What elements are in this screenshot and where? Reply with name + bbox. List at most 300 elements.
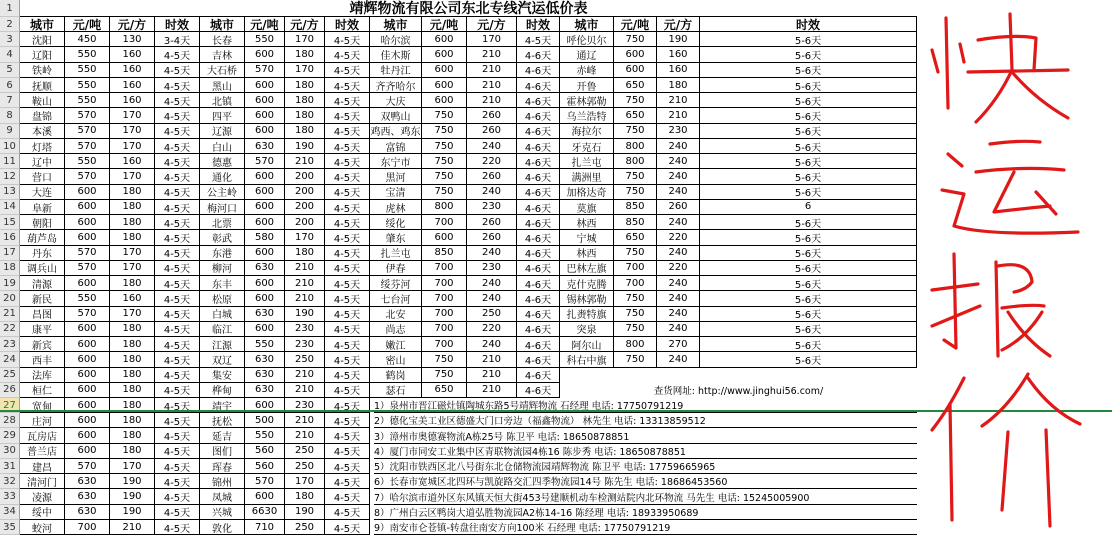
column-header[interactable]: 城市	[370, 17, 422, 32]
table-cell[interactable]: 哈尔滨	[370, 32, 422, 47]
table-cell[interactable]: 210	[285, 154, 325, 169]
table-cell[interactable]: 本溪	[20, 124, 65, 139]
table-cell[interactable]: 600	[422, 47, 467, 62]
table-cell[interactable]: 肇东	[370, 230, 422, 245]
table-cell[interactable]: 170	[110, 108, 155, 123]
table-cell[interactable]: 180	[110, 368, 155, 383]
table-cell[interactable]: 550	[65, 78, 110, 93]
table-cell[interactable]: 180	[285, 93, 325, 108]
table-cell[interactable]: 750	[614, 93, 657, 108]
table-cell[interactable]: 630	[245, 307, 285, 322]
table-cell[interactable]: 170	[110, 139, 155, 154]
row-header[interactable]: 4	[0, 47, 20, 62]
table-cell[interactable]: 600	[245, 169, 285, 184]
table-cell[interactable]: 4-5天	[155, 413, 200, 428]
table-cell[interactable]: 宁城	[560, 230, 614, 245]
table-cell[interactable]: 赤峰	[560, 63, 614, 78]
table-cell[interactable]: 600	[422, 93, 467, 108]
row-header[interactable]: 12	[0, 169, 20, 184]
table-cell[interactable]: 蛟河	[20, 520, 65, 535]
row-header[interactable]: 22	[0, 322, 20, 337]
table-cell[interactable]: 4-5天	[325, 428, 370, 443]
table-cell[interactable]: 普兰店	[20, 444, 65, 459]
table-cell[interactable]: 集安	[200, 368, 245, 383]
table-cell[interactable]: 600	[65, 352, 110, 367]
table-cell[interactable]: 绥中	[20, 505, 65, 520]
table-cell[interactable]: 丹东	[20, 246, 65, 261]
table-cell[interactable]: 5-6天	[700, 47, 917, 62]
table-cell[interactable]: 4-6天	[517, 78, 560, 93]
table-cell[interactable]: 210	[285, 291, 325, 306]
table-cell[interactable]: 230	[285, 398, 325, 413]
table-cell[interactable]: 180	[110, 398, 155, 413]
table-cell[interactable]: 630	[245, 261, 285, 276]
table-cell[interactable]: 4-6天	[517, 215, 560, 230]
table-cell[interactable]: 辽源	[200, 124, 245, 139]
table-cell[interactable]: 600	[65, 322, 110, 337]
table-cell[interactable]: 4-5天	[155, 383, 200, 398]
table-cell[interactable]: 4-5天	[325, 200, 370, 215]
table-cell[interactable]: 林西	[560, 215, 614, 230]
table-cell[interactable]: 600	[614, 63, 657, 78]
row-header[interactable]: 21	[0, 307, 20, 322]
table-cell[interactable]: 开鲁	[560, 78, 614, 93]
table-cell[interactable]: 190	[285, 505, 325, 520]
column-header[interactable]: 元/吨	[614, 17, 657, 32]
table-cell[interactable]: 康平	[20, 322, 65, 337]
table-cell[interactable]: 吉林	[200, 47, 245, 62]
table-cell[interactable]: 240	[467, 337, 517, 352]
table-cell[interactable]: 4-6天	[517, 185, 560, 200]
table-cell[interactable]: 170	[110, 459, 155, 474]
row-header[interactable]: 25	[0, 368, 20, 383]
table-cell[interactable]: 170	[285, 63, 325, 78]
table-cell[interactable]: 5-6天	[700, 230, 917, 245]
table-cell[interactable]: 260	[467, 230, 517, 245]
table-cell[interactable]: 180	[110, 230, 155, 245]
table-cell[interactable]: 4-6天	[517, 368, 560, 383]
table-cell[interactable]: 营口	[20, 169, 65, 184]
table-cell[interactable]: 4-5天	[155, 398, 200, 413]
row-header[interactable]: 23	[0, 337, 20, 352]
table-cell[interactable]: 嫩江	[370, 337, 422, 352]
table-cell[interactable]: 180	[285, 246, 325, 261]
table-cell[interactable]: 250	[285, 520, 325, 535]
row-header[interactable]: 30	[0, 444, 20, 459]
table-cell[interactable]: 560	[245, 444, 285, 459]
table-cell[interactable]: 4-6天	[517, 352, 560, 367]
table-cell[interactable]: 4-5天	[155, 428, 200, 443]
table-cell[interactable]: 260	[467, 169, 517, 184]
table-cell[interactable]: 180	[285, 78, 325, 93]
table-cell[interactable]: 750	[614, 352, 657, 367]
table-cell[interactable]: 盘锦	[20, 108, 65, 123]
table-cell[interactable]: 公主岭	[200, 185, 245, 200]
table-cell[interactable]: 240	[657, 352, 700, 367]
row-header[interactable]: 13	[0, 185, 20, 200]
table-cell[interactable]: 240	[467, 246, 517, 261]
row-header[interactable]: 31	[0, 459, 20, 474]
table-cell[interactable]: 4-6天	[517, 337, 560, 352]
table-cell[interactable]: 4-6天	[517, 230, 560, 245]
table-cell[interactable]: 550	[65, 291, 110, 306]
column-header[interactable]: 城市	[560, 17, 614, 32]
table-cell[interactable]: 250	[285, 352, 325, 367]
table-cell[interactable]: 160	[110, 63, 155, 78]
table-cell[interactable]: 4-5天	[155, 337, 200, 352]
table-cell[interactable]: 4-5天	[325, 413, 370, 428]
table-cell[interactable]: 600	[65, 215, 110, 230]
table-cell[interactable]: 160	[110, 78, 155, 93]
table-cell[interactable]: 大石桥	[200, 63, 245, 78]
table-cell[interactable]: 260	[467, 108, 517, 123]
table-cell[interactable]: 宝清	[370, 185, 422, 200]
table-cell[interactable]: 黑河	[370, 169, 422, 184]
table-cell[interactable]: 180	[110, 413, 155, 428]
table-cell[interactable]: 600	[422, 32, 467, 47]
table-cell[interactable]: 齐齐哈尔	[370, 78, 422, 93]
table-cell[interactable]: 570	[65, 246, 110, 261]
row-header[interactable]: 10	[0, 139, 20, 154]
table-cell[interactable]: 虎林	[370, 200, 422, 215]
table-cell[interactable]: 580	[245, 230, 285, 245]
table-cell[interactable]: 190	[110, 474, 155, 489]
table-cell[interactable]: 550	[65, 93, 110, 108]
table-cell[interactable]: 5-6天	[700, 291, 917, 306]
table-cell[interactable]: 170	[110, 124, 155, 139]
table-cell[interactable]: 190	[110, 505, 155, 520]
table-cell[interactable]: 4-5天	[155, 352, 200, 367]
table-cell[interactable]: 180	[285, 124, 325, 139]
table-cell[interactable]: 750	[614, 124, 657, 139]
table-cell[interactable]: 750	[614, 32, 657, 47]
table-cell[interactable]: 210	[285, 413, 325, 428]
table-cell[interactable]: 600	[245, 78, 285, 93]
table-cell[interactable]: 570	[245, 474, 285, 489]
table-cell[interactable]: 750	[614, 169, 657, 184]
table-cell[interactable]: 200	[285, 200, 325, 215]
table-cell[interactable]: 东港	[200, 246, 245, 261]
table-cell[interactable]: 210	[467, 383, 517, 398]
table-cell[interactable]: 180	[110, 200, 155, 215]
table-cell[interactable]: 梅河口	[200, 200, 245, 215]
table-cell[interactable]: 法库	[20, 368, 65, 383]
table-cell[interactable]: 700	[65, 520, 110, 535]
table-cell[interactable]: 4-6天	[517, 261, 560, 276]
table-cell[interactable]: 4-5天	[155, 505, 200, 520]
table-cell[interactable]: 桓仁	[20, 383, 65, 398]
table-cell[interactable]: 180	[285, 47, 325, 62]
table-cell[interactable]: 160	[110, 93, 155, 108]
table-cell[interactable]: 160	[110, 154, 155, 169]
table-cell[interactable]: 4-5天	[325, 291, 370, 306]
table-cell[interactable]: 尚志	[370, 322, 422, 337]
table-cell[interactable]: 220	[657, 230, 700, 245]
table-cell[interactable]: 4-5天	[325, 352, 370, 367]
table-cell[interactable]: 东丰	[200, 276, 245, 291]
table-cell[interactable]: 5-6天	[700, 154, 917, 169]
table-cell[interactable]: 240	[657, 276, 700, 291]
row-header[interactable]: 27	[0, 398, 20, 413]
table-cell[interactable]: 4-5天	[155, 307, 200, 322]
column-header[interactable]: 元/方	[285, 17, 325, 32]
table-cell[interactable]: 4-5天	[325, 398, 370, 413]
table-cell[interactable]: 600	[65, 230, 110, 245]
table-cell[interactable]: 180	[110, 337, 155, 352]
table-cell[interactable]: 700	[422, 261, 467, 276]
table-cell[interactable]: 4-6天	[517, 47, 560, 62]
table-cell[interactable]: 210	[657, 108, 700, 123]
row-header[interactable]: 16	[0, 230, 20, 245]
table-cell[interactable]: 130	[110, 32, 155, 47]
table-cell[interactable]: 4-6天	[517, 63, 560, 78]
table-cell[interactable]: 170	[285, 32, 325, 47]
row-header[interactable]: 26	[0, 383, 20, 398]
table-cell[interactable]: 230	[657, 124, 700, 139]
table-cell[interactable]: 630	[245, 383, 285, 398]
table-cell[interactable]: 250	[285, 444, 325, 459]
table-cell[interactable]: 750	[614, 322, 657, 337]
table-cell[interactable]: 220	[467, 322, 517, 337]
row-header[interactable]: 33	[0, 489, 20, 504]
table-cell[interactable]: 4-5天	[325, 154, 370, 169]
table-cell[interactable]: 260	[467, 124, 517, 139]
table-cell[interactable]: 600	[245, 276, 285, 291]
table-cell[interactable]: 570	[65, 459, 110, 474]
table-cell[interactable]: 白山	[200, 139, 245, 154]
table-cell[interactable]: 570	[65, 307, 110, 322]
table-cell[interactable]: 阜新	[20, 200, 65, 215]
table-cell[interactable]: 4-5天	[325, 185, 370, 200]
table-cell[interactable]: 4-5天	[325, 215, 370, 230]
table-cell[interactable]: 辽阳	[20, 47, 65, 62]
table-cell[interactable]: 牡丹江	[370, 63, 422, 78]
table-cell[interactable]: 霍林郭勒	[560, 93, 614, 108]
table-cell[interactable]: 210	[657, 93, 700, 108]
table-cell[interactable]: 190	[285, 307, 325, 322]
table-cell[interactable]: 5-6天	[700, 261, 917, 276]
table-cell[interactable]: 600	[65, 368, 110, 383]
table-cell[interactable]: 240	[657, 154, 700, 169]
table-cell[interactable]: 6630	[245, 505, 285, 520]
table-cell[interactable]: 4-5天	[155, 200, 200, 215]
table-cell[interactable]: 570	[65, 169, 110, 184]
column-header[interactable]: 时效	[517, 17, 560, 32]
table-cell[interactable]: 180	[110, 276, 155, 291]
table-cell[interactable]: 江源	[200, 337, 245, 352]
table-cell[interactable]: 4-6天	[517, 291, 560, 306]
table-cell[interactable]: 鹤岗	[370, 368, 422, 383]
table-cell[interactable]: 七台河	[370, 291, 422, 306]
table-cell[interactable]: 突泉	[560, 322, 614, 337]
table-cell[interactable]: 600	[614, 47, 657, 62]
table-cell[interactable]: 4-5天	[155, 291, 200, 306]
table-cell[interactable]: 4-6天	[517, 108, 560, 123]
table-cell[interactable]: 800	[422, 200, 467, 215]
table-cell[interactable]: 建昌	[20, 459, 65, 474]
table-cell[interactable]: 600	[245, 215, 285, 230]
table-cell[interactable]: 4-5天	[325, 32, 370, 47]
table-cell[interactable]: 清源	[20, 276, 65, 291]
table-cell[interactable]: 600	[65, 337, 110, 352]
table-cell[interactable]: 桦甸	[200, 383, 245, 398]
row-header[interactable]: 24	[0, 352, 20, 367]
table-cell[interactable]: 富锦	[370, 139, 422, 154]
table-cell[interactable]: 800	[614, 337, 657, 352]
table-cell[interactable]: 560	[245, 459, 285, 474]
table-cell[interactable]: 5-6天	[700, 124, 917, 139]
table-cell[interactable]: 250	[285, 459, 325, 474]
table-cell[interactable]: 呼伦贝尔	[560, 32, 614, 47]
table-cell[interactable]: 700	[422, 322, 467, 337]
table-cell[interactable]: 210	[285, 261, 325, 276]
table-cell[interactable]: 调兵山	[20, 261, 65, 276]
table-cell[interactable]: 180	[110, 215, 155, 230]
table-cell[interactable]: 630	[65, 505, 110, 520]
table-cell[interactable]: 4-6天	[517, 307, 560, 322]
row-header[interactable]: 18	[0, 261, 20, 276]
row-header[interactable]: 6	[0, 78, 20, 93]
table-cell[interactable]: 630	[65, 489, 110, 504]
table-cell[interactable]: 230	[467, 200, 517, 215]
table-cell[interactable]: 270	[657, 337, 700, 352]
table-cell[interactable]: 240	[657, 139, 700, 154]
table-cell[interactable]: 铁岭	[20, 63, 65, 78]
table-cell[interactable]: 4-5天	[155, 261, 200, 276]
table-cell[interactable]: 160	[657, 47, 700, 62]
table-cell[interactable]: 600	[422, 78, 467, 93]
table-cell[interactable]: 5-6天	[700, 276, 917, 291]
table-cell[interactable]: 北票	[200, 215, 245, 230]
table-cell[interactable]: 清河门	[20, 474, 65, 489]
table-cell[interactable]: 4-5天	[155, 185, 200, 200]
column-header[interactable]: 元/方	[657, 17, 700, 32]
table-cell[interactable]: 600	[65, 383, 110, 398]
table-cell[interactable]: 4-5天	[325, 108, 370, 123]
table-cell[interactable]: 180	[285, 489, 325, 504]
table-cell[interactable]: 松原	[200, 291, 245, 306]
row-header[interactable]: 2	[0, 17, 20, 32]
table-cell[interactable]: 扎赉特旗	[560, 307, 614, 322]
column-header[interactable]: 城市	[200, 17, 245, 32]
table-cell[interactable]: 4-6天	[517, 124, 560, 139]
table-cell[interactable]: 180	[110, 444, 155, 459]
table-cell[interactable]: 630	[65, 474, 110, 489]
table-cell[interactable]: 210	[467, 63, 517, 78]
table-cell[interactable]: 600	[245, 93, 285, 108]
row-header[interactable]: 19	[0, 276, 20, 291]
table-cell[interactable]: 通化	[200, 169, 245, 184]
table-cell[interactable]: 160	[110, 291, 155, 306]
table-cell[interactable]: 凤城	[200, 489, 245, 504]
table-cell[interactable]: 190	[657, 32, 700, 47]
table-cell[interactable]: 满洲里	[560, 169, 614, 184]
table-cell[interactable]: 双鸭山	[370, 108, 422, 123]
table-cell[interactable]: 240	[467, 291, 517, 306]
table-cell[interactable]: 4-6天	[517, 93, 560, 108]
table-cell[interactable]: 550	[245, 428, 285, 443]
table-cell[interactable]: 大庆	[370, 93, 422, 108]
table-cell[interactable]: 5-6天	[700, 246, 917, 261]
table-cell[interactable]: 750	[422, 139, 467, 154]
table-cell[interactable]: 扎兰屯	[370, 246, 422, 261]
table-cell[interactable]: 600	[65, 428, 110, 443]
table-cell[interactable]: 密山	[370, 352, 422, 367]
table-cell[interactable]: 辽中	[20, 154, 65, 169]
table-cell[interactable]: 4-5天	[155, 215, 200, 230]
table-cell[interactable]: 5-6天	[700, 63, 917, 78]
table-cell[interactable]: 瑟石	[370, 383, 422, 398]
table-cell[interactable]: 绥化	[370, 215, 422, 230]
table-cell[interactable]: 600	[65, 276, 110, 291]
table-cell[interactable]: 210	[285, 428, 325, 443]
table-cell[interactable]: 650	[422, 383, 467, 398]
table-cell[interactable]: 750	[614, 291, 657, 306]
table-cell[interactable]: 4-5天	[325, 383, 370, 398]
table-cell[interactable]: 650	[614, 78, 657, 93]
table-cell[interactable]: 600	[65, 398, 110, 413]
table-cell[interactable]: 570	[245, 154, 285, 169]
table-cell[interactable]: 新宾	[20, 337, 65, 352]
table-cell[interactable]: 5-6天	[700, 169, 917, 184]
table-cell[interactable]: 630	[245, 368, 285, 383]
table-cell[interactable]: 600	[245, 246, 285, 261]
table-cell[interactable]: 5-6天	[700, 185, 917, 200]
table-cell[interactable]: 800	[614, 139, 657, 154]
table-cell[interactable]: 4-5天	[325, 124, 370, 139]
table-cell[interactable]: 4-5天	[325, 368, 370, 383]
table-cell[interactable]: 550	[245, 32, 285, 47]
table-cell[interactable]: 4-5天	[155, 154, 200, 169]
table-cell[interactable]: 5-6天	[700, 93, 917, 108]
table-cell[interactable]: 4-5天	[325, 322, 370, 337]
table-cell[interactable]: 180	[285, 108, 325, 123]
table-cell[interactable]: 阿尔山	[560, 337, 614, 352]
table-cell[interactable]: 乌兰浩特	[560, 108, 614, 123]
table-cell[interactable]: 700	[422, 215, 467, 230]
table-cell[interactable]: 兴城	[200, 505, 245, 520]
table-cell[interactable]: 抚顺	[20, 78, 65, 93]
table-cell[interactable]: 4-5天	[155, 474, 200, 489]
table-cell[interactable]: 5-6天	[700, 32, 917, 47]
table-cell[interactable]: 4-5天	[325, 246, 370, 261]
table-cell[interactable]: 190	[110, 489, 155, 504]
table-cell[interactable]: 4-5天	[155, 246, 200, 261]
table-cell[interactable]: 240	[467, 139, 517, 154]
row-header[interactable]: 11	[0, 154, 20, 169]
table-cell[interactable]: 4-6天	[517, 322, 560, 337]
table-cell[interactable]: 海拉尔	[560, 124, 614, 139]
table-cell[interactable]: 绥芬河	[370, 276, 422, 291]
table-cell[interactable]: 600	[65, 200, 110, 215]
column-header[interactable]: 时效	[325, 17, 370, 32]
table-cell[interactable]: 170	[110, 307, 155, 322]
row-header[interactable]: 1	[0, 0, 20, 17]
table-cell[interactable]: 4-5天	[325, 78, 370, 93]
table-cell[interactable]: 180	[110, 322, 155, 337]
column-header[interactable]: 元/吨	[422, 17, 467, 32]
table-cell[interactable]: 科右中旗	[560, 352, 614, 367]
table-cell[interactable]: 沈阳	[20, 32, 65, 47]
table-cell[interactable]: 600	[65, 413, 110, 428]
table-cell[interactable]: 4-6天	[517, 383, 560, 398]
table-cell[interactable]: 加格达奇	[560, 185, 614, 200]
table-cell[interactable]: 210	[285, 383, 325, 398]
table-cell[interactable]: 240	[467, 185, 517, 200]
table-cell[interactable]: 4-5天	[325, 63, 370, 78]
table-cell[interactable]: 750	[614, 185, 657, 200]
table-cell[interactable]: 600	[65, 185, 110, 200]
